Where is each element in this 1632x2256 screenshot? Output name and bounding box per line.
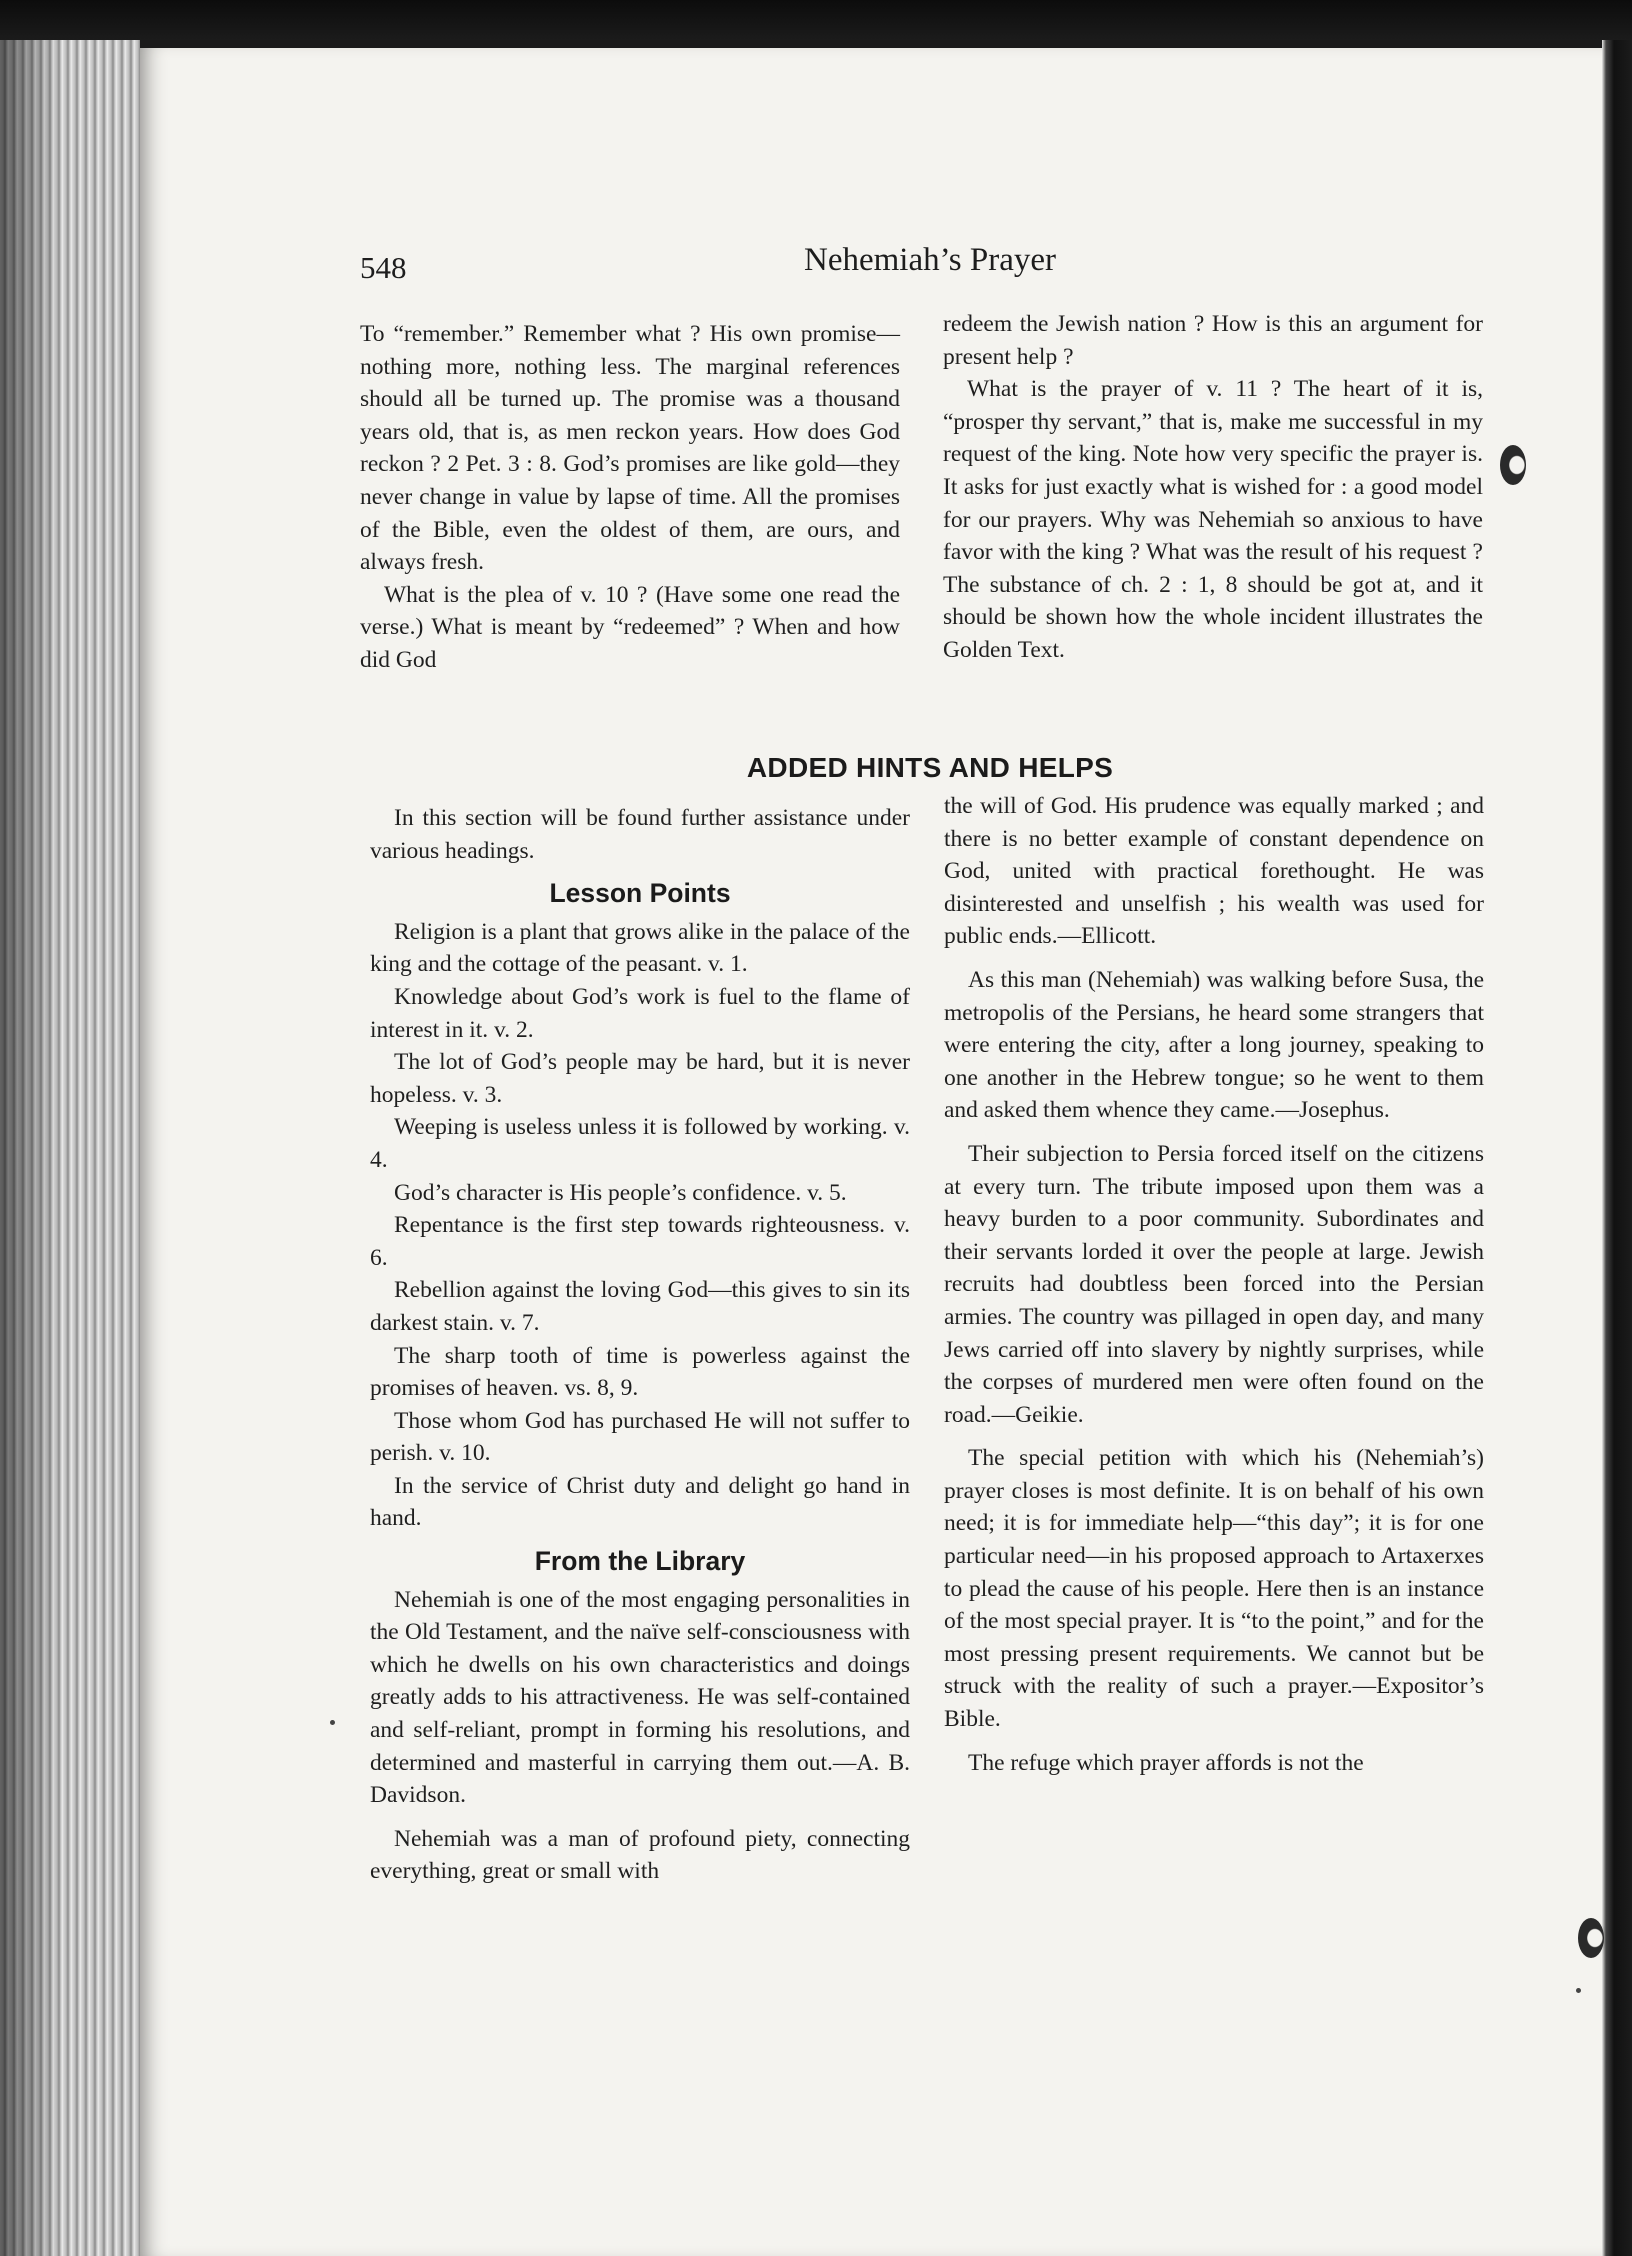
- lesson-point: Repentance is the first step towards righteousness. v. 6.: [370, 1212, 910, 1271]
- lesson-point: The lot of God’s people may be hard, but it is never hopeless. v. 3.: [370, 1049, 910, 1108]
- margin-mark-icon: [1500, 445, 1526, 485]
- lesson-point: In the service of Christ duty and delight go hand in hand.: [370, 1472, 910, 1532]
- lesson-point: The sharp tooth of time is powerless against the promises of heaven. vs. 8, 9.: [370, 1342, 910, 1402]
- right-page-edge: [1602, 40, 1632, 2256]
- paragraph: As this man (Nehemiah) was walking before Susa, the metropolis of the Persians, he heard some strangers that were entering the city, after a long journey, speaking to one another in the Hebrew tongue; so he went to them and asked them whence they came.—Josephus.: [944, 966, 1484, 1124]
- page-number: 548: [360, 250, 407, 285]
- page-header: [360, 242, 1500, 294]
- paragraph: Their subjection to Persia forced itself on the citizens at every turn. The tribute imposed upon them was a heavy burden to a poor community. Subordinates and their servants lorded it over the people at large. Jewish recruits had doubtless been forced into the Persian armies. The country was pillaged in open day, and many Jews carried off into slavery by nightly surprises, while the corpses of murdered men were often found on the road.—Geikie.: [944, 1140, 1484, 1428]
- lesson-point: God’s character is His people’s confidence. v. 5.: [394, 1179, 847, 1206]
- running-title: Nehemiah’s Prayer: [804, 242, 1056, 278]
- paragraph: redeem the Jewish nation ? How is this an argument for present help ?: [943, 311, 1483, 370]
- lesson-point: Those whom God has purchased He will not suffer to perish. v. 10.: [370, 1407, 910, 1467]
- library-heading: From the Library: [534, 1546, 746, 1577]
- paragraph: The special petition with which his (Nehemiah’s) prayer closes is most definite. It is on behalf of his own need; it is for immediate help—“this day”; it is for one particular need—in his proposed approach to Artaxerxes to plead the cause of his people. Here then is an instance of the most special prayer. It is “to the point,” and for the most pressing present requirements. We cannot but be struck with the reality of such a prayer.—Expositor’s Bible.: [944, 1445, 1484, 1733]
- margin-mark-icon: [1578, 1918, 1604, 1958]
- paragraph: To “remember.” Remember what ? His own promise—nothing more, nothing less. The marginal references should all be turned up. The promise was a thousand years old, that is, as men reckon years. How does God reckon ? 2 Pet. 3 : 8. God’s promises are like gold—they never change in value by lapse of time. All the promises of the Bible, even the oldest of them, are ours, and always fresh.: [360, 321, 900, 576]
- paragraph: the will of God. His prudence was equally marked ; and there is no better example of constant dependence on God, united with practical forethought. He was disinterested and unselfish ; his wealth was used for public ends.—Ellicott.: [944, 793, 1484, 950]
- spine-shadow: [0, 40, 60, 2256]
- paragraph: The refuge which prayer affords is not the: [968, 1749, 1364, 1776]
- library-paragraph: Nehemiah was a man of profound piety, connecting everything, great or small with: [370, 1825, 910, 1885]
- paragraph: What is the plea of v. 10 ? (Have some one read the verse.) What is meant by “redeemed” ? When and how did God: [360, 581, 900, 673]
- top-right-column: [943, 308, 1483, 667]
- scan-background: [0, 0, 1632, 40]
- paragraph: What is the prayer of v. 11 ? The heart of it is, “prosper thy servant,” that is, make me successful in my request of the king. Note how very specific the prayer is. It asks for just exactly what is wished for : a good model for our prayers. Why was Nehemiah so anxious to have favor with the king ? What was the result of his request ? The substance of ch. 2 : 1, 8 should be got at, and it should be shown how the whole incident illustrates the Golden Text.: [943, 376, 1483, 663]
- right-column: [944, 790, 1484, 1779]
- intro-paragraph: In this section will be found further assistance under various headings.: [370, 805, 910, 864]
- lesson-point: Rebellion against the loving God—this gives to sin its darkest stain. v. 7.: [370, 1277, 910, 1336]
- lesson-point: Weeping is useless unless it is followed by working. v. 4.: [370, 1114, 910, 1173]
- speck-icon: [1576, 1988, 1581, 1993]
- speck-icon: [330, 1720, 335, 1725]
- top-left-column: [360, 318, 900, 677]
- library-paragraph: Nehemiah is one of the most engaging personalities in the Old Testament, and the naïve self-consciousness with which he dwells on his own characteristics and doings greatly adds to his attractiveness. He was self-contained and self-reliant, prompt in forming his resolutions, and determined and masterful in carrying them out.—A. B. Davidson.: [370, 1586, 910, 1809]
- lesson-points-heading: Lesson Points: [549, 878, 731, 909]
- lesson-point: Knowledge about God’s work is fuel to the flame of interest in it. v. 2.: [370, 983, 910, 1043]
- section-heading: ADDED HINTS AND HELPS: [746, 752, 1114, 783]
- lesson-point: Religion is a plant that grows alike in the palace of the king and the cottage of the peasant. v. 1.: [370, 918, 910, 978]
- left-column: [370, 802, 910, 1888]
